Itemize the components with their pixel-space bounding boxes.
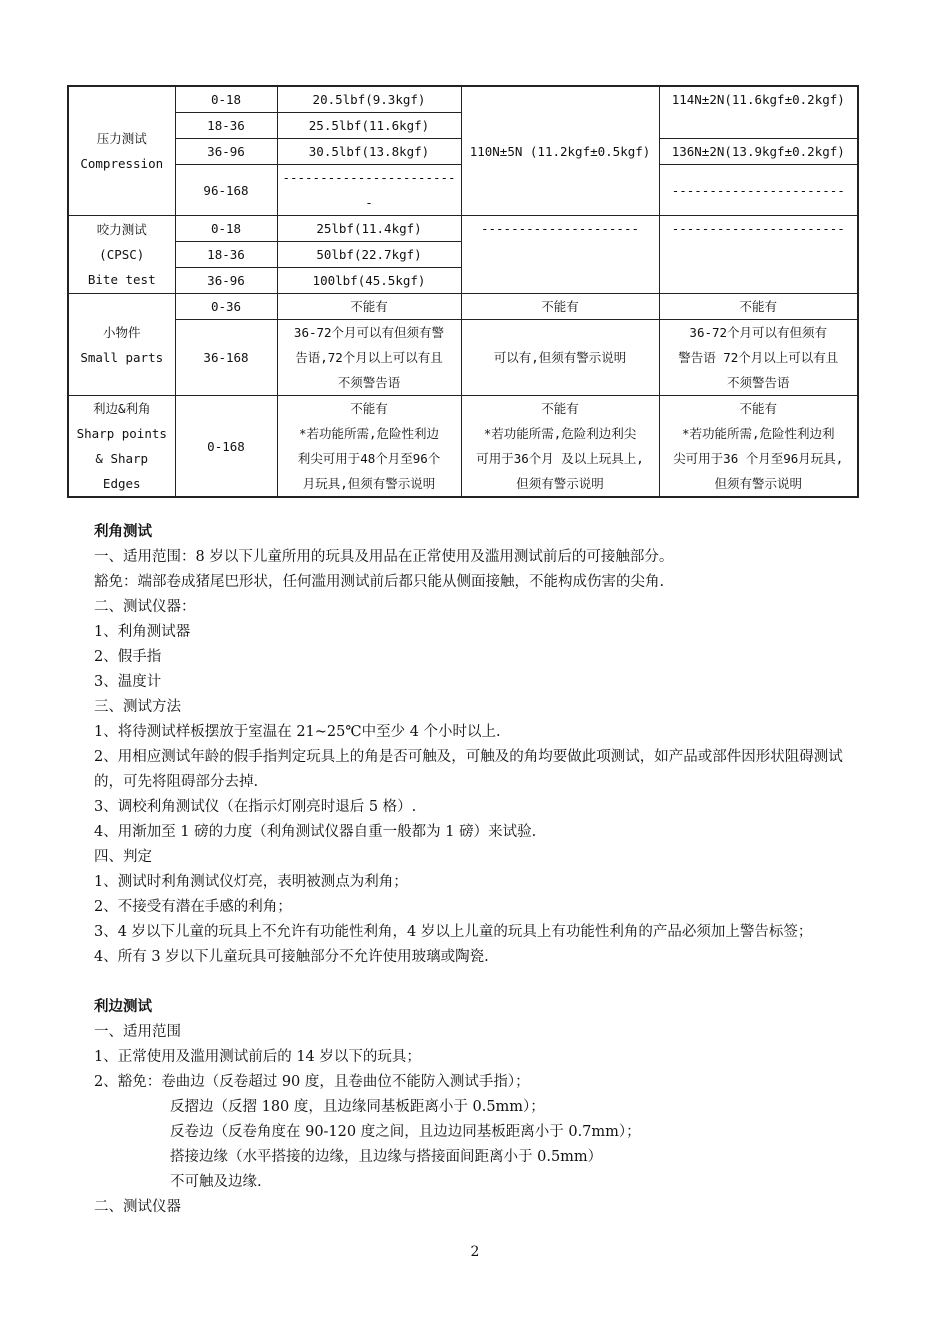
value-cell: 不能有 *若功能所需,危险性利边 利尖可用于48个月至96个 月玩具,但须有警示说明 (277, 396, 461, 498)
paragraph: 二、测试仪器： (94, 599, 196, 615)
age-cell: 36-96 (175, 139, 277, 165)
bite-label-cell (68, 216, 175, 294)
table-row (68, 320, 858, 396)
paragraph: 三、测试方法 (94, 699, 181, 715)
paragraph: 1、将待测试样板摆放于室温在 21~25℃中至少 4 个小时以上. (94, 724, 501, 740)
value-cell: 25lbf(11.4kgf) (277, 216, 461, 242)
compression-col4-bottom-cell: 136N±2N(13.9kgf±0.2kgf) (659, 139, 858, 165)
paragraph: 1、测试时利角测试仪灯亮，表明被测点为利角； (94, 874, 408, 890)
paragraph: 反摺边（反摺 180 度，且边缘同基板距离小于 0.5mm）； (170, 1099, 545, 1115)
value-cell: 25.5lbf(11.6kgf) (277, 113, 461, 139)
value-cell: 不能有 *若功能所需,危险性利边利 尖可用于36 个月至96月玩具, 但须有警示说明 (659, 396, 858, 498)
bite-label-cpsc: (CPSC) (99, 247, 145, 262)
age-cell: 0-168 (175, 396, 277, 498)
paragraph: 四、判定 (94, 849, 152, 865)
compression-label-en: Compression (80, 156, 164, 171)
paragraph: 不可触及边缘. (170, 1174, 262, 1190)
small-parts-label-cn: 小物件 (102, 324, 141, 340)
spacer (94, 970, 864, 995)
value-cell: ------------------------ (277, 165, 461, 216)
paragraph: 1、利角测试器 (94, 624, 191, 640)
small-parts-label-en: Small parts (80, 349, 164, 365)
age-cell: 36-168 (175, 320, 277, 396)
age-cell: 18-36 (175, 242, 277, 268)
age-cell: 96-168 (175, 165, 277, 216)
paragraph: 2、不接受有潜在手感的利角； (94, 899, 292, 915)
table-row (68, 216, 858, 242)
paragraph: 一、适用范围 (94, 1024, 181, 1040)
section-title-sharp-edge: 利边测试 (94, 999, 152, 1015)
compression-col4-last-cell: ----------------------- (659, 165, 858, 216)
paragraph: 3、4 岁以下儿童的玩具上不允许有功能性利角，4 岁以上儿童的玩具上有功能性利角的产品必须加上警告标签； (94, 924, 813, 940)
value-cell: 不能有 (461, 294, 659, 320)
paragraph: 4、所有 3 岁以下儿童玩具可接触部分不允许使用玻璃或陶瓷. (94, 949, 489, 965)
age-cell: 36-96 (175, 268, 277, 294)
paragraph: 一、适用范围：8 岁以下儿童所用的玩具及用品在正常使用及滥用测试前后的可接触部分。 (94, 549, 674, 565)
value-cell: 100lbf(45.5kgf) (277, 268, 461, 294)
value-cell: 不能有 *若功能所需,危险利边利尖 可用于36个月 及以上玩具上, 但须有警示说明 (461, 396, 659, 498)
sharp-label-3: & Sharp (95, 451, 149, 466)
value-cell: 20.5lbf(9.3kgf) (277, 86, 461, 113)
bite-col4-cell: ----------------------- (659, 216, 858, 294)
paragraph: 3、调校利角测试仪（在指示灯刚亮时退后 5 格）. (94, 799, 417, 815)
section-title-sharp-point: 利角测试 (94, 524, 152, 540)
sharp-label-1: 利边&利角 (92, 401, 151, 416)
paragraph: 1、正常使用及滥用测试前后的 14 岁以下的玩具； (94, 1049, 421, 1065)
paragraph: 反卷边（反卷角度在 90-120 度之间，且边边同基板距离小于 0.7mm）； (170, 1124, 641, 1140)
value-cell: 可以有,但须有警示说明 (461, 320, 659, 396)
compression-label-cn: 压力测试 (96, 131, 147, 146)
value-cell: 36-72个月可以有但须有 警告语 72个月以上可以有且 不须警告语 (659, 320, 858, 396)
small-parts-label-cell (68, 294, 175, 396)
bite-label-cn: 咬力测试 (96, 222, 147, 237)
age-cell: 0-18 (175, 86, 277, 113)
value-cell: 36-72个月可以有但须有警 告语,72个月以上可以有且 不须警告语 (277, 320, 461, 396)
value-cell: 不能有 (277, 294, 461, 320)
paragraph: 4、用渐加至 1 磅的力度（利角测试仪器自重一般都为 1 磅）来试验. (94, 824, 537, 840)
paragraph: 3、温度计 (94, 674, 162, 690)
paragraph: 豁免：端部卷成猪尾巴形状，任何滥用测试前后都只能从侧面接触，不能构成伤害的尖角. (94, 574, 665, 590)
value-cell: 30.5lbf(13.8kgf) (277, 139, 461, 165)
bite-label-en: Bite test (87, 272, 156, 287)
table-row (68, 396, 858, 498)
age-cell: 0-18 (175, 216, 277, 242)
table-row (68, 294, 858, 320)
sharp-label-4: Edges (102, 476, 141, 491)
compression-col3-cell: 110N±5N (11.2kgf±0.5kgf) (461, 86, 659, 216)
value-cell: 50lbf(22.7kgf) (277, 242, 461, 268)
age-cell: 0-36 (175, 294, 277, 320)
compression-label-cell (68, 86, 175, 216)
paragraph: 2、用相应测试年龄的假手指判定玩具上的角是否可触及，可触及的角均要做此项测试，如产品或部件因形状阻碍测试的，可先将阻碍部分去掉. (94, 749, 843, 790)
sharp-label-cell (68, 396, 175, 498)
table-row (68, 86, 858, 113)
test-requirements-table (67, 85, 859, 498)
paragraph: 搭接边缘（水平搭接的边缘，且边缘与搭接面间距离小于 0.5mm） (170, 1149, 603, 1165)
page-number: 2 (470, 1244, 480, 1260)
paragraph: 2、豁免：卷曲边（反卷超过 90 度，且卷曲位不能防入测试手指）； (94, 1074, 530, 1090)
compression-col4-top-cell: 114N±2N(11.6kgf±0.2kgf) (659, 86, 858, 139)
value-cell: 不能有 (659, 294, 858, 320)
paragraph: 2、假手指 (94, 649, 162, 665)
bite-col3-cell: --------------------- (461, 216, 659, 294)
age-cell: 18-36 (175, 113, 277, 139)
sharp-label-2: Sharp points (76, 426, 167, 441)
paragraph: 二、测试仪器 (94, 1199, 181, 1215)
document-body (94, 520, 864, 1220)
